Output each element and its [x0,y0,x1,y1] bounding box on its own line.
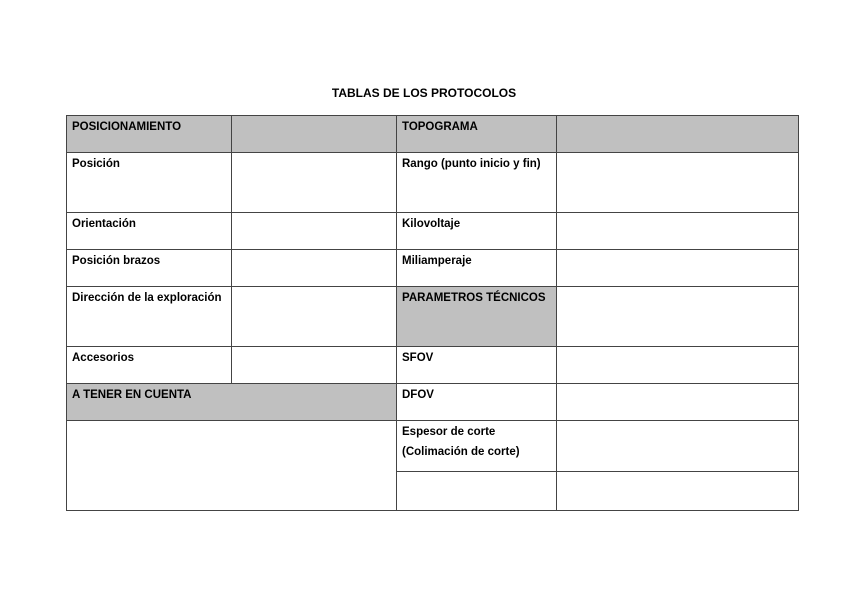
sfov-value[interactable] [556,346,799,384]
sfov-label: SFOV [396,346,557,384]
arm-position-value[interactable] [231,249,397,287]
dfov-value[interactable] [556,383,799,421]
slice-thickness-value[interactable] [556,420,799,472]
range-label: Rango (punto inicio y fin) [396,152,557,213]
accessories-value[interactable] [231,346,397,384]
topogram-header-value [556,115,799,153]
scan-direction-label: Dirección de la exploración [66,286,232,347]
accessories-label: Accesorios [66,346,232,384]
milliamperage-value[interactable] [556,249,799,287]
milliamperage-label: Miliamperaje [396,249,557,287]
positioning-header-value [231,115,397,153]
orientation-label: Orientación [66,212,232,250]
slice-thickness-label: Espesor de corte (Colimación de corte) [396,420,557,472]
extra-label[interactable] [396,471,557,511]
scan-direction-value[interactable] [231,286,397,347]
notes-header: A TENER EN CUENTA [66,383,397,421]
topogram-header: TOPOGRAMA [396,115,557,153]
kilovoltage-label: Kilovoltaje [396,212,557,250]
kilovoltage-value[interactable] [556,212,799,250]
technical-params-header: PARAMETROS TÉCNICOS [396,286,557,347]
page-title: TABLAS DE LOS PROTOCOLOS [331,86,517,100]
orientation-value[interactable] [231,212,397,250]
arm-position-label: Posición brazos [66,249,232,287]
extra-value[interactable] [556,471,799,511]
dfov-label: DFOV [396,383,557,421]
range-value[interactable] [556,152,799,213]
position-label: Posición [66,152,232,213]
technical-params-value[interactable] [556,286,799,347]
notes-area[interactable] [66,420,397,511]
protocol-table [66,115,799,511]
positioning-header: POSICIONAMIENTO [66,115,232,153]
position-value[interactable] [231,152,397,213]
